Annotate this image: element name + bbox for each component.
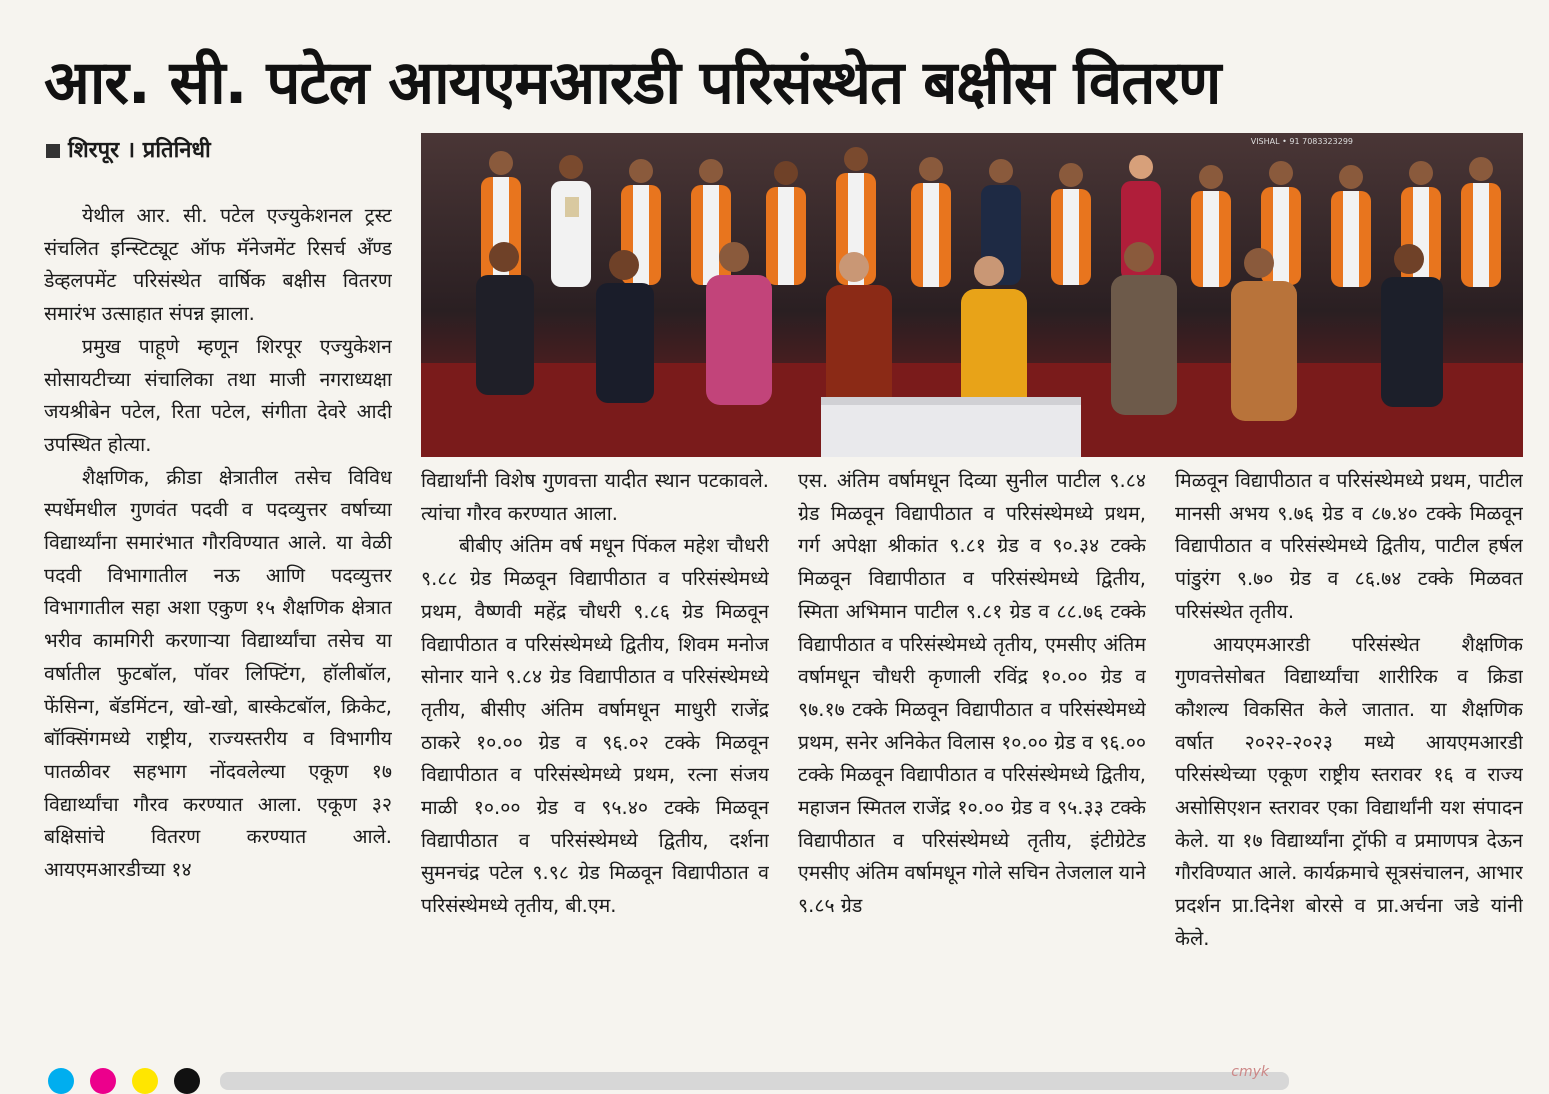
paragraph: एस. अंतिम वर्षामधून दिव्या सुनील पाटील ९.८४ ग्रेड मिळवून विद्यापीठात व परिसंस्थेमध्ये प्रथम, गर्ग अपेक्षा श्रीकांत ९.८१ ग्रेड व ९०.३४ टक्के मिळवून विद्यापीठात व परिसंस्थेमध्ये द्वितीय, स्मिता अभिमान पाटील ९.८१ ग्रेड व ८८.७६ टक्के विद्यापीठात व परिसंस्थेमध्ये तृतीय, एमसीए अंतिम वर्षामधून चौधरी कृणाली रविंद्र १०.०० ग्रेड व ९७.१७ टक्के मिळवून विद्यापीठात व परिसंस्थेमध्ये प्रथम, सनेर अनिकेत विलास १०.०० ग्रेड व ९६.०० टक्के मिळवून विद्यापीठात व परिसंस्थेमध्ये द्वितीय, महाजन स्मितल राजेंद्र १०.०० ग्रेड व ९५.३३ टक्के विद्यापीठात व परिसंस्थेमध्ये तृतीय, इंटीग्रेटेड एमसीए अंतिम वर्षामधून गोले सचिन तेजलाल याने ९.८५ ग्रेड <box>798 469 1146 918</box>
award-ceremony-photo <box>421 133 1523 457</box>
paragraph: आयएमआरडी परिसंस्थेत शैक्षणिक गुणवत्तेसोबत विद्यार्थ्यांचा शारीरिक व क्रिडा कौशल्य विकसित केले जातात. या शैक्षणिक वर्षात २०२२-२०२३ मध्ये आयएमआरडी परिसंस्थेच्या एकूण राष्ट्रीय स्तरावर १६ व राज्य असोसिएशन स्तरावर एका विद्यार्थांनी यश संपादन केले. या १७ विद्यार्थ्यांना ट्रॉफी व प्रमाणपत्र देऊन गौरविण्यात आले. कार्यक्रमाचे सूत्रसंचालन, आभार प्रदर्शन प्रा.दिनेश बोरसे व प्रा.अर्चना जडे यांनी केले. <box>1175 632 1523 950</box>
magenta-registration-dot <box>90 1068 116 1094</box>
paragraph: येथील आर. सी. पटेल एज्युकेशनल ट्रस्ट संचलित इन्स्टिट्यूट ऑफ मॅनेजमेंट रिसर्च अँण्ड डेव्हलपमेंट परिसंस्थेत वार्षिक बक्षीस वितरण समारंभ उत्साहात संपन्न झाला. <box>44 204 392 326</box>
bottom-margin-bar <box>220 1072 1289 1090</box>
yellow-registration-dot <box>132 1068 158 1094</box>
bullet-square-icon <box>46 144 60 158</box>
photo-illustration <box>421 133 1523 457</box>
paragraph: शैक्षणिक, क्रीडा क्षेत्रातील तसेच विविध स्पर्धेमधील गुणवंत पदवी व पदव्युत्तर वर्षाच्या विद्यार्थ्यांना समारंभात गौरविण्यात आले. या वेळी पदवी विभागातील नऊ आणि पदव्युत्तर विभागातील सहा अशा एकुण १५ शैक्षणिक क्षेत्रात भरीव कामगिरी करणाऱ्या विद्यार्थ्यांचा तसेच या वर्षातील फुटबॉल, पॉवर लिफ्टिंग, हॉलीबॉल, फेंसिन्ग, बॅडमिंटन, खो-खो, बास्केटबॉल, क्रिकेट, बॉक्सिंगमध्ये राष्ट्रीय, राज्यस्तरीय व विभागीय पातळीवर सहभाग नोंदवलेल्या एकूण १७ विद्यार्थ्यांचा गौरव करण्यात आला. एकूण ३२ बक्षिसांचे वितरण करण्यात आले. आयएमआरडीच्या १४ <box>44 465 392 882</box>
front-table <box>821 403 1081 457</box>
black-registration-dot <box>174 1068 200 1094</box>
paragraph: बीबीए अंतिम वर्ष मधून पिंकल महेश चौधरी ९.८८ ग्रेड मिळवून विद्यापीठात व परिसंस्थेमध्ये प्रथम, वैष्णवी महेंद्र चौधरी ९.८६ ग्रेड मिळवून विद्यापीठात व परिसंस्थेमध्ये द्वितीय, शिवम मनोज सोनार याने ९.८४ ग्रेड विद्यापीठात व परिसंस्थेमध्ये तृतीय, बीसीए अंतिम वर्षामधून माधुरी राजेंद्र ठाकरे १०.०० ग्रेड व ९६.०२ टक्के मिळवून विद्यापीठात व परिसंस्थेमध्ये प्रथम, रत्ना संजय माळी १०.०० ग्रेड व ९५.४० टक्के मिळवून विद्यापीठात व परिसंस्थेमध्ये द्वितीय, दर्शना सुमनचंद्र पटेल ९.९८ ग्रेड मिळवून विद्यापीठात व परिसंस्थेमध्ये तृतीय, बी.एम. <box>421 534 769 918</box>
headline: आर. सी. पटेल आयएमआरडी परिसंस्थेत बक्षीस वितरण <box>44 48 1221 118</box>
paragraph: मिळवून विद्यापीठात व परिसंस्थेमध्ये प्रथम, पाटील मानसी अभय ९.७६ ग्रेड व ८७.४० टक्के मिळवून विद्यापीठात व परिसंस्थेमध्ये द्वितीय, पाटील हर्षल पांडुरंग ९.७० ग्रेड व ८६.७४ टक्के मिळवत परिसंस्थेत तृतीय. <box>1175 469 1523 623</box>
article-column-3 <box>798 465 1146 1055</box>
article-column-4 <box>1175 465 1523 1055</box>
article-column-1 <box>44 200 392 1055</box>
photo-credit: VISHAL • 91 7083323299 <box>1250 137 1353 146</box>
paragraph: विद्यार्थांनी विशेष गुणवत्ता यादीत स्थान पटकावले. त्यांचा गौरव करण्यात आला. <box>421 469 769 525</box>
dateline <box>46 134 211 168</box>
article-column-2 <box>421 465 769 1055</box>
paragraph: प्रमुख पाहूणे म्हणून शिरपूर एज्युकेशन सोसायटीच्या संचालिका तथा माजी नगराध्यक्षा जयश्रीबेन पटेल, रिता पटेल, संगीता देवरे आदी उपस्थित होत्या. <box>44 334 392 456</box>
cmyk-label: cmyk <box>1231 1064 1269 1080</box>
cyan-registration-dot <box>48 1068 74 1094</box>
dateline-text: शिरपूर । प्रतिनिधी <box>68 138 211 163</box>
